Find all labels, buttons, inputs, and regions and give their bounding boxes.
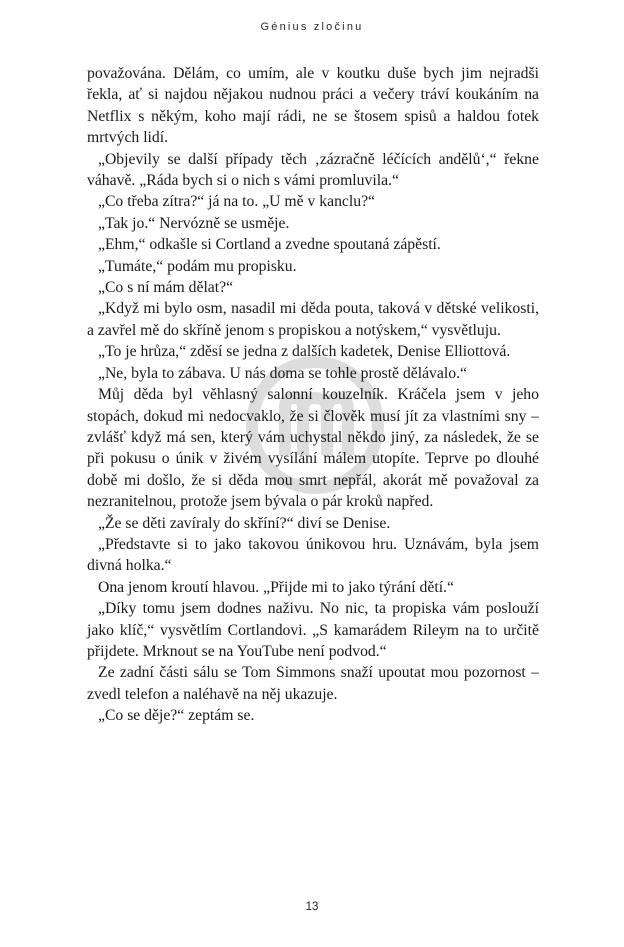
body-text	[87, 63, 539, 727]
paragraph: „Co se děje?“ zeptám se.	[98, 707, 255, 725]
paragraph: Můj děda byl věhlasný salonní kouzelník. Kráčela jsem v jeho stopách, dokud mi nedocvaklo, že si člověk musí jít za vlastními sny – zvlášť když má sen, který vám uchystal někdo jiný, za následek, že se při pokusu o únik v živém vysílání málem utopíte. Teprve po dlouhé době mi došlo, že si děda mou smrt nepřál, akorát mě považoval za nezranitelnou, protože jsem bývala o pár kroků napřed.	[87, 386, 539, 511]
paragraph: „Že se děti zavíraly do skříní?“ diví se Denise.	[98, 514, 391, 532]
running-head: Génius zločinu	[260, 21, 364, 33]
paragraph: „To je hrůza,“ zděsí se jedna z dalších kadetek, Denise Elliottová.	[98, 343, 511, 361]
paragraph: „Ehm,“ odkašle si Cortland a zvedne spoutaná zápěstí.	[98, 236, 441, 254]
paragraph: Ze zadní části sálu se Tom Simmons snaží upoutat mou pozornost – zvedl telefon a naléhavě na něj ukazuje.	[87, 664, 539, 703]
paragraph: „Tak jo.“ Nervózně se usměje.	[98, 214, 290, 232]
paragraph: považována. Dělám, co umím, ale v koutku duše bych jim nejradši řekla, ať si najdou nějakou nudnou práci a večery tráví koukáním na Netflix s někým, koho mají rádi, ne se štosem spisů a haldou fotek mrtvých lidí.	[87, 65, 539, 147]
paragraph: „Tumáte,“ podám mu propisku.	[98, 257, 297, 275]
paragraph: Ona jenom kroutí hlavou. „Přijde mi to jako týrání dětí.“	[98, 578, 454, 596]
paragraph: „Co třeba zítra?“ já na to. „U mě v kanclu?“	[98, 193, 376, 211]
page-number: 13	[305, 901, 319, 913]
paragraph: „Díky tomu jsem dodnes naživu. No nic, ta propiska vám poslouží jako klíč,“ vysvětlím Cortlandovi. „S kamarádem Rileym na to určitě přijdete. Mrknout se na YouTube není podvod.“	[87, 600, 539, 660]
paragraph: „Když mi bylo osm, nasadil mi děda pouta, taková v dětské velikosti, a zavřel mě do skříně jenom s propiskou a notýskem,“ vysvětluju.	[87, 300, 539, 339]
paragraph: „Objevily se další případy těch ‚zázračně léčících andělů‘,“ řekne váhavě. „Ráda bych si o nich s vámi promluvila.“	[87, 150, 539, 190]
paragraph: „Ne, byla to zábava. U nás doma se tohle prostě dělávalo.“	[98, 364, 467, 382]
paragraph: „Představte si to jako takovou únikovou hru. Uznávám, byla jsem divná holka.“	[87, 535, 539, 575]
paragraph: „Co s ní mám dělat?“	[98, 279, 234, 297]
